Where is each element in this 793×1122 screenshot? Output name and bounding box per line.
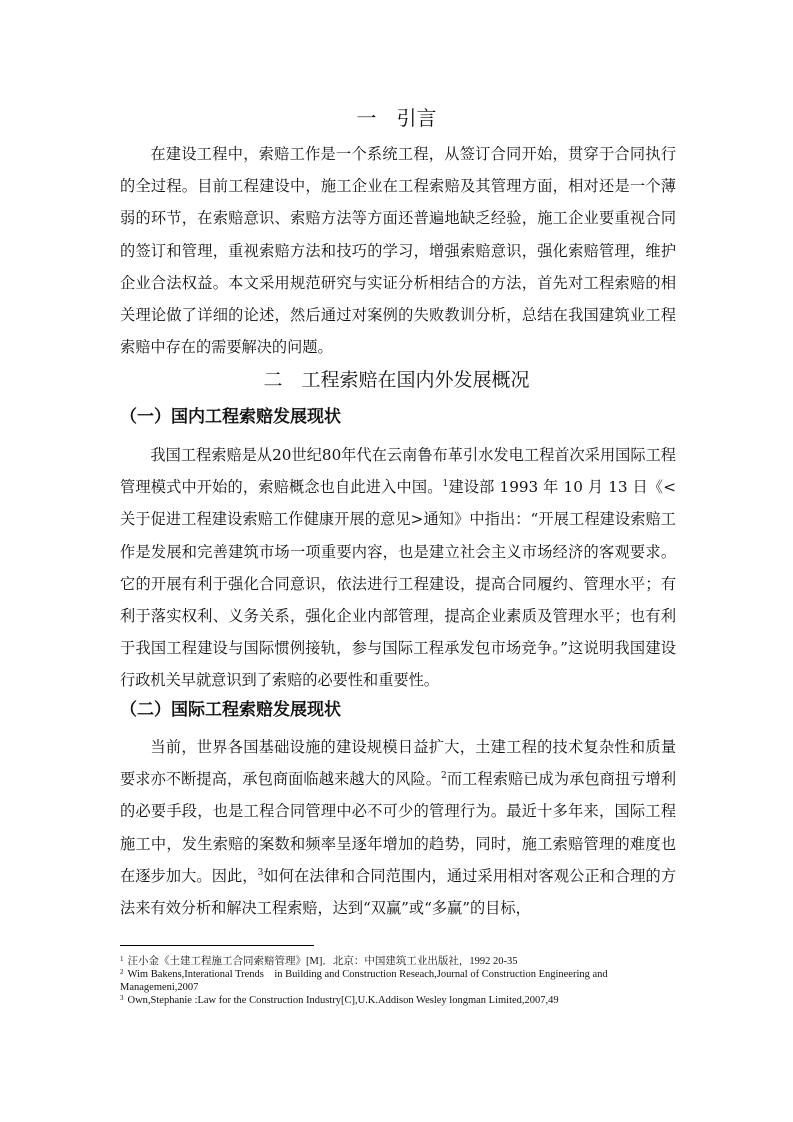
footnote-text: 汪小金《土建工程施工合同索赔管理》[M]．北京：中国建筑工业出版社，1992 20-35 <box>127 956 518 967</box>
section-heading-introduction: 一 引言 <box>356 106 437 130</box>
domestic-text-b: 建设部 1993 年 10 月 13 日《<关于促进工程建设索赔工作健康开展的意见>通知》中指出：“开展工程建设索赔工作是发展和完善建筑市场一项重要内容，也是建立社会主义市场经济的客观要求。它的开展有利于强化合同意识，依法进行工程建设，提高合同履约、管理水平；有利于落实权利、义务关系，强化企业内部管理，提高企业素质及管理水平；也有利于我国工程建设与国际惯例接轨，参与国际工程承发包市场竞争。”这说明我国建设行政机关早就意识到了索赔的必要性和重要性。 <box>120 478 676 690</box>
footnote-number: 3 <box>120 994 124 1002</box>
international-text-a: 当前，世界各国基础设施的建设规模日益扩大，土建工程的技术复杂性和质量要求亦不断提高，承包商面临越来越大的风险。 <box>120 738 676 789</box>
footnote-ref-1[interactable]: 1 <box>442 479 449 490</box>
footnotes <box>120 955 676 1007</box>
section-heading-development: 二 工程索赔在国内外发展概况 <box>263 369 530 391</box>
international-text-c: 如何在法律和合同范围内，通过采用相对客观公正和合理的方法来有效分析和解决工程索赔，达到“双赢”或“多赢”的目标， <box>120 866 677 918</box>
subheading-domestic: （一）国内工程索赔发展现状 <box>120 407 341 427</box>
footnote-divider <box>120 945 314 946</box>
footnote-number: 1 <box>120 955 124 963</box>
subheading-international: （二）国际工程索赔发展现状 <box>120 700 341 720</box>
footnote-ref-2[interactable]: 2 <box>441 771 447 782</box>
introduction-text: 在建设工程中，索赔工作是一个系统工程，从签订合同开始，贯穿于合同执行的全过程。目前工程建设中，施工企业在工程索赔及其管理方面，相对还是一个薄弱的环节，在索赔意识、索赔方法等方面还普遍地缺乏经验，施工企业要重视合同的签订和管理，重视索赔方法和技巧的学习，增强索赔意识，强化索赔管理，维护企业合法权益。本文采用规范研究与实证分析相结合的方法，首先对工程索赔的相关理论做了详细的论述，然后通过对案例的失败教训分析，总结在我国建筑业工程索赔中存在的需要解决的问题。 <box>120 145 676 357</box>
footnote-text: Own,Stephanie :Law for the Construction Industry[C],U.K.Addison Wesley longman Limited,2007,49 <box>127 995 559 1006</box>
footnote-ref-3[interactable]: 3 <box>257 867 264 878</box>
domestic-text-a: 我国工程索赔是从20世纪80年代在云南鲁布革引水发电工程首次采用国际工程管理模式中开始的，索赔概念也自此进入中国。 <box>120 446 676 497</box>
footnote-3 <box>120 994 676 1007</box>
introduction-paragraph <box>120 138 676 363</box>
domestic-paragraph <box>120 439 676 697</box>
international-text-b: 而工程索赔已成为承包商扭亏增利的必要手段，也是工程合同管理中必不可少的管理行为。最近十多年来，国际工程施工中，发生索赔的案数和频率呈逐年增加的趋势，同时，施工索赔管理的难度也在逐步加大。因此， <box>120 770 677 885</box>
international-paragraph <box>120 731 676 924</box>
footnote-2 <box>120 968 676 994</box>
footnote-number: 2 <box>120 968 124 976</box>
footnote-1 <box>120 955 676 968</box>
footnote-text: Wim Bakens,Interational Trends in Building and Construction Reseach,Journal of Construction Engineering and Managemeni,2007 <box>120 969 608 993</box>
